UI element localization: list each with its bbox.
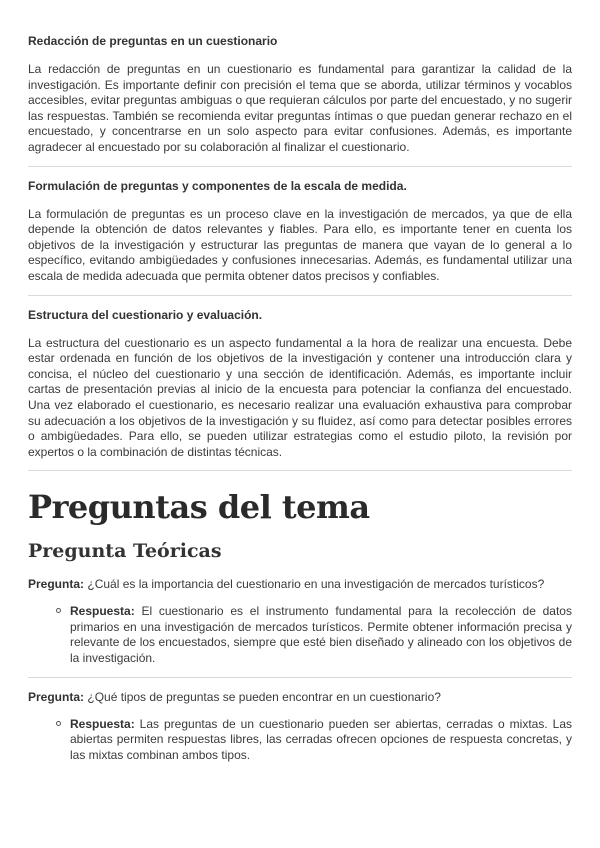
answer-text: Las preguntas de un cuestionario pueden ser abiertas, cerradas o mixtas. Las abiertas permiten respuestas libres, las cerradas ofrecen opciones de respuesta concretas, y las mixtas combinan ambos tipos. xyxy=(70,716,572,762)
answer-label: Respuesta: xyxy=(70,604,135,619)
hollow-bullet-icon xyxy=(56,721,61,726)
theory-subtitle: Pregunta Teóricas xyxy=(28,540,222,563)
question-divider xyxy=(28,677,572,678)
document-page xyxy=(28,34,572,763)
question-label: Pregunta: xyxy=(28,577,85,592)
section-divider xyxy=(28,470,572,471)
section-title-estructura: Estructura del cuestionario y evaluación. xyxy=(28,307,263,322)
question-line xyxy=(28,690,572,705)
section-title-formulacion: Formulación de preguntas y componentes de la escala de medida. xyxy=(28,178,407,193)
section-paragraph-formulacion: La formulación de preguntas es un proceso clave en la investigación de mercados, ya que de ella depende la obtención de datos relevantes y fiables. Para ello, es importante tener en cuenta los objetivos de la investigación y estructurar las preguntas de manera que vayan de lo general a lo específico, evitando ambigüedades y confusiones innecesarias. Además, es fundamental utilizar una escala de medida adecuada que permita obtener datos precisos y confiables. xyxy=(28,206,572,283)
question-label: Pregunta: xyxy=(28,689,85,704)
answer-text: El cuestionario es el instrumento fundamental para la recolección de datos primarios en una investigación de mercados turísticos. Permite obtener información precisa y relevante de los encuestados, siempre que esté bien diseñado y alineado con los objetivos de la investigación. xyxy=(70,604,572,666)
section-paragraph-redaccion: La redacción de preguntas en un cuestionario es fundamental para garantizar la calidad de la investigación. Es importante definir con precisión el tema que se aborda, utilizar términos y vocablos accesibles, evitar preguntas ambiguas o que requieran cálculos por parte del encuestado, y no sugerir las respuestas. También se recomienda evitar preguntas íntimas o que puedan generar rechazo en el encuestado, y concentrarse en un solo aspecto para evitar confusiones. Además, es importante agradecer al encuestado por su colaboración al finalizar el cuestionario. xyxy=(28,62,572,154)
question-block xyxy=(28,577,572,666)
question-text: ¿Cuál es la importancia del cuestionario en una investigación de mercados turísticos? xyxy=(87,577,545,592)
answer-item xyxy=(70,604,572,666)
answer-item xyxy=(70,717,572,764)
answer-label: Respuesta: xyxy=(70,716,135,731)
section-divider xyxy=(28,166,572,167)
question-text: ¿Qué tipos de preguntas se pueden encontrar en un cuestionario? xyxy=(87,689,441,704)
question-block xyxy=(28,690,572,764)
section-divider xyxy=(28,295,572,296)
topic-title: Preguntas del tema xyxy=(28,488,370,527)
question-line xyxy=(28,577,572,592)
section-title-redaccion: Redacción de preguntas en un cuestionario xyxy=(28,34,278,48)
section-paragraph-estructura: La estructura del cuestionario es un aspecto fundamental a la hora de realizar una encuesta. Debe estar ordenada en función de los objetivos de la investigación y contener una introducción clara y concisa, el núcleo del cuestionario y una sección de identificación. Además, es importante incluir cartas de presentación previas al inicio de la encuesta para potenciar la confianza del encuestado. Una vez elaborado el cuestionario, es necesario realizar una evaluación exhaustiva para comprobar su adecuación a los objetivos de la investigación y su fluidez, así como para detectar posibles errores o ambigüedades. Para ello, se pueden utilizar estrategias como el estudio piloto, la revisión por expertos o la combinación de distintas técnicas. xyxy=(28,335,572,459)
hollow-bullet-icon xyxy=(56,608,61,613)
